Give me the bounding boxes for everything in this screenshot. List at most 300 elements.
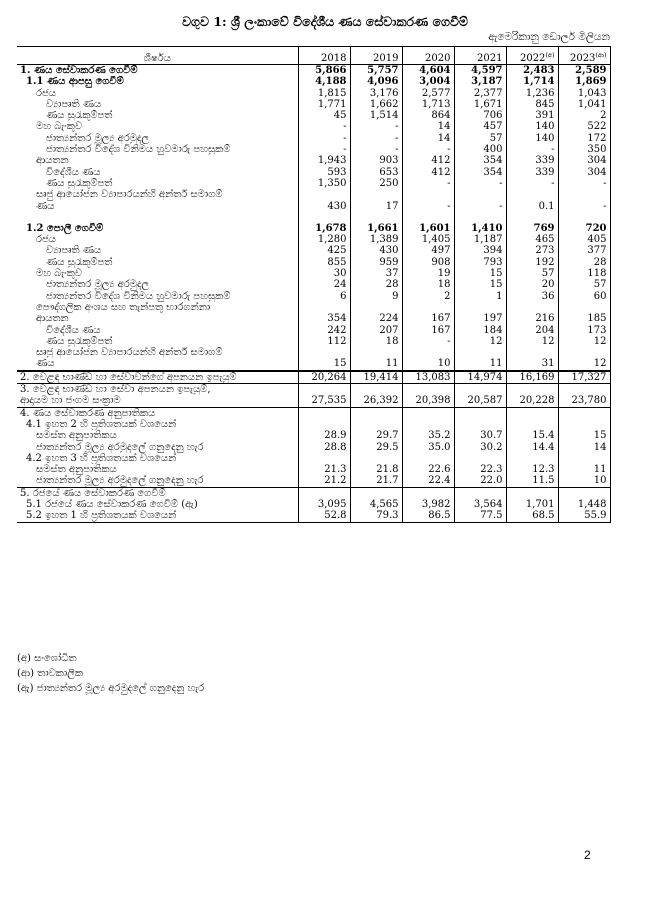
row-value: 5,757	[350, 65, 402, 77]
row-value: 11	[454, 358, 506, 370]
row-value: 29.5	[350, 442, 402, 453]
row-value: 30.2	[454, 442, 506, 453]
row-value: -	[298, 144, 350, 155]
row-value: 18	[402, 279, 454, 290]
row-value: 29.7	[350, 430, 402, 441]
row-value: 10	[558, 475, 610, 487]
row-value: 1,671	[454, 99, 506, 110]
row-value: 1,280	[298, 234, 350, 245]
row-label: 3. වෙළඳ භාණ්ඩ හා සේවා අපනයන ඉපැයුම්,	[17, 384, 298, 396]
row-value: 855	[298, 257, 350, 268]
row-value	[558, 419, 610, 430]
row-value: 18	[350, 336, 402, 347]
row-value: 864	[402, 110, 454, 121]
row-value: 1,869	[558, 76, 610, 87]
row-value	[402, 189, 454, 200]
row-value: -	[402, 144, 454, 155]
row-value: 903	[350, 155, 402, 166]
row-value	[454, 487, 506, 499]
table-row	[17, 347, 610, 358]
table-row	[17, 257, 610, 268]
row-value: 2,377	[454, 88, 506, 99]
row-label: සමස්ත අනුපාතිකය	[36, 430, 117, 442]
row-value: 908	[402, 257, 454, 268]
table-row	[17, 407, 610, 419]
row-value: 1,350	[298, 178, 350, 189]
row-value: 350	[558, 144, 610, 155]
row-value: 12	[558, 336, 610, 347]
row-value	[350, 302, 402, 313]
row-value: 720	[558, 223, 610, 234]
row-value: 28.8	[298, 442, 350, 453]
row-value: -	[298, 121, 350, 132]
row-label: 1.2 පොලී ගෙවීම්	[26, 222, 104, 234]
row-value	[454, 189, 506, 200]
row-value: 354	[454, 155, 506, 166]
table-row	[17, 76, 610, 87]
table-row	[17, 336, 610, 347]
row-value: 30.7	[454, 430, 506, 441]
table-row	[17, 430, 610, 441]
row-value: 57	[454, 133, 506, 144]
row-value: 20,587	[454, 395, 506, 407]
row-label: 5.1 රජයේ ණය සේවාකරණ ගෙවීම් (ඇ)	[26, 498, 198, 510]
row-value: 1,601	[402, 223, 454, 234]
row-value	[298, 419, 350, 430]
row-value	[350, 453, 402, 464]
table-row	[17, 358, 610, 370]
table-row	[17, 144, 610, 155]
row-value: 412	[402, 167, 454, 178]
row-label: 4. ණය සේවාකරණ අනුපාතිකය	[17, 407, 298, 419]
row-value: 11	[558, 464, 610, 475]
row-value: 1,410	[454, 223, 506, 234]
row-value: 1,943	[298, 155, 350, 166]
row-value: 12.3	[506, 464, 558, 475]
table-row	[17, 464, 610, 475]
row-value: 17	[350, 201, 402, 212]
row-value: 3,176	[350, 88, 402, 99]
row-value	[402, 384, 454, 396]
row-value: 2,483	[506, 65, 558, 77]
row-value	[350, 487, 402, 499]
row-value: 6	[298, 291, 350, 302]
debt-service-table	[17, 46, 611, 523]
table-row	[17, 453, 610, 464]
header-year: $2023^{(ආ)}$	[558, 47, 610, 65]
table-row	[17, 268, 610, 279]
row-value: -	[298, 133, 350, 144]
table-row	[17, 384, 610, 396]
row-value: -	[454, 178, 506, 189]
row-value	[558, 189, 610, 200]
table-row	[17, 487, 610, 499]
row-label: ජාත්‍යන්තර මූල්‍ය අරමුදල	[46, 279, 150, 291]
row-value: 1,236	[506, 88, 558, 99]
row-value: -	[350, 144, 402, 155]
row-value: 167	[402, 313, 454, 324]
row-label: ණය සුරැකුම්පත්	[46, 256, 113, 268]
row-label: විදේශීය ණය	[46, 166, 101, 178]
row-value: 706	[454, 110, 506, 121]
row-value: -	[402, 336, 454, 347]
row-value: 1,514	[350, 110, 402, 121]
row-value: 22.4	[402, 475, 454, 487]
row-value: 36	[506, 291, 558, 302]
row-value: 1,771	[298, 99, 350, 110]
header-year: 2021	[454, 47, 506, 65]
row-value: -	[402, 201, 454, 212]
table-title: වගුව 1: ශ්‍රී ලංකාවේ විදේශීය ණය සේවාකරණ ගෙවීම්	[182, 14, 468, 29]
row-value: 405	[558, 234, 610, 245]
row-value	[402, 302, 454, 313]
header-year: 2020	[402, 47, 454, 65]
row-value	[558, 384, 610, 396]
row-value: 653	[350, 167, 402, 178]
row-value	[506, 453, 558, 464]
row-label: 2. වෙළඳ භාණ්ඩ හා සේවාවන්ගේ අපනයන ඉපැයුම්	[17, 371, 298, 384]
row-value: 15	[558, 430, 610, 441]
row-label: ණය	[36, 200, 55, 212]
row-value: 430	[298, 201, 350, 212]
row-value: 52.8	[298, 510, 350, 522]
row-value: 250	[350, 178, 402, 189]
row-label: 1. ණය සේවාකරණ ගෙවීම්	[20, 65, 138, 76]
row-value: 77.5	[454, 510, 506, 522]
row-label: ආදායම හා ජංගම සංක්‍රාම	[20, 395, 121, 407]
row-label: ණය	[36, 358, 55, 370]
row-value: 1,448	[558, 499, 610, 510]
row-value: 21.7	[350, 475, 402, 487]
table-row	[17, 313, 610, 324]
row-label: ආයතන	[36, 155, 69, 167]
row-value: 1,701	[506, 499, 558, 510]
row-value	[454, 347, 506, 358]
row-value: 57	[558, 279, 610, 290]
row-value: 2	[402, 291, 454, 302]
row-value: -	[350, 121, 402, 132]
row-value: 22.0	[454, 475, 506, 487]
row-value: 394	[454, 245, 506, 256]
row-label: සෘජු ආයෝජන ව්‍යාපාරයන්හි අන්තර් සමාගම්	[36, 189, 223, 201]
row-value	[298, 384, 350, 396]
row-value	[402, 407, 454, 419]
row-value: 769	[506, 223, 558, 234]
row-value	[454, 419, 506, 430]
spacer-row	[17, 212, 610, 223]
row-value: 12	[454, 336, 506, 347]
row-value: 497	[402, 245, 454, 256]
row-value: 1,389	[350, 234, 402, 245]
row-value: 37	[350, 268, 402, 279]
row-label: සෘජු ආයෝජන ව්‍යාපාරයන්හි අන්තර් සමාගම්	[36, 347, 223, 359]
header-year: 2018	[298, 47, 350, 65]
row-value: 1,662	[350, 99, 402, 110]
row-value	[506, 407, 558, 419]
row-value: 242	[298, 325, 350, 336]
row-value: 15.4	[506, 430, 558, 441]
table-row	[17, 223, 610, 234]
row-value: 22.6	[402, 464, 454, 475]
row-value: 3,187	[454, 76, 506, 87]
row-value: 3,564	[454, 499, 506, 510]
table-row	[17, 110, 610, 121]
row-value: 28.9	[298, 430, 350, 441]
row-value: 1,043	[558, 88, 610, 99]
row-value	[454, 212, 506, 223]
footnote: (අ) සංශෝධිත	[17, 653, 77, 664]
row-value: 12	[506, 336, 558, 347]
row-value	[454, 384, 506, 396]
table-row	[17, 201, 610, 212]
row-label	[17, 212, 298, 223]
row-value: 197	[454, 313, 506, 324]
row-label: රජය	[36, 234, 56, 246]
row-value: 118	[558, 268, 610, 279]
row-value: 28	[350, 279, 402, 290]
row-value: 465	[506, 234, 558, 245]
row-value: 19	[402, 268, 454, 279]
row-label: 5. රජයේ ණය සේවාකරණ ගෙවීම්	[17, 487, 298, 499]
row-value: 11.5	[506, 475, 558, 487]
row-value	[350, 419, 402, 430]
row-label: ජාත්‍යන්තර විදේශ විනිමය හුවමාරු පහසුකම්	[46, 290, 231, 302]
row-value: -	[558, 178, 610, 189]
row-value: 845	[506, 99, 558, 110]
row-value	[454, 407, 506, 419]
row-value: 1,041	[558, 99, 610, 110]
row-value: 140	[506, 133, 558, 144]
table-row	[17, 302, 610, 313]
row-value	[506, 302, 558, 313]
row-value	[298, 212, 350, 223]
row-value: -	[506, 144, 558, 155]
row-value: -	[454, 201, 506, 212]
table-row	[17, 442, 610, 453]
row-value	[506, 384, 558, 396]
row-label: ජාත්‍යන්තර මූල්‍ය අරමුදලේ ගනුදෙනු හැර	[36, 475, 204, 487]
table-body	[17, 65, 610, 523]
table-row	[17, 167, 610, 178]
row-value: 273	[506, 245, 558, 256]
footnote: (ඇ) ජාත්‍යන්තර මූල්‍ය අරමුදලේ ගනුදෙනු හැර	[17, 683, 205, 694]
row-value: 15	[454, 268, 506, 279]
row-value: 21.8	[350, 464, 402, 475]
row-value: 457	[454, 121, 506, 132]
row-value: 430	[350, 245, 402, 256]
row-value: 793	[454, 257, 506, 268]
row-value: 13,083	[402, 371, 454, 384]
row-label: ණය සුරැකුම්පත්	[46, 110, 113, 122]
table-row	[17, 234, 610, 245]
row-label: ආයතන	[36, 313, 69, 325]
row-value: 173	[558, 325, 610, 336]
table-row	[17, 99, 610, 110]
row-value: 31	[506, 358, 558, 370]
table-row	[17, 245, 610, 256]
row-value: 522	[558, 121, 610, 132]
row-value: 17,327	[558, 371, 610, 384]
row-value: 2	[558, 110, 610, 121]
row-value: 412	[402, 155, 454, 166]
row-value: 1,815	[298, 88, 350, 99]
row-value: 19,414	[350, 371, 402, 384]
row-value: 20,228	[506, 395, 558, 407]
header-label: ශීර්ෂය	[17, 47, 298, 65]
row-value: 15	[298, 358, 350, 370]
row-label: මහ බැංකුව	[36, 121, 83, 133]
row-value: 35.2	[402, 430, 454, 441]
row-value	[558, 347, 610, 358]
row-value: 1,405	[402, 234, 454, 245]
row-value: -	[350, 133, 402, 144]
row-label: රජය	[36, 87, 56, 99]
row-value	[506, 487, 558, 499]
row-value: 4,565	[350, 499, 402, 510]
table-row	[17, 279, 610, 290]
row-value: 11	[350, 358, 402, 370]
row-value	[454, 302, 506, 313]
table-row	[17, 419, 610, 430]
table-row	[17, 189, 610, 200]
row-value: 2,589	[558, 65, 610, 77]
row-value: 55.9	[558, 510, 610, 522]
row-value: 45	[298, 110, 350, 121]
row-label: 4.2 ඉහත 3 හි ප්‍රතිශතයක් වශයෙන්	[26, 452, 177, 464]
row-value: 1	[454, 291, 506, 302]
table-row	[17, 475, 610, 487]
row-value: 304	[558, 155, 610, 166]
row-value: 425	[298, 245, 350, 256]
row-value: 10	[402, 358, 454, 370]
row-value	[558, 453, 610, 464]
row-value: 1,678	[298, 223, 350, 234]
row-value: 23,780	[558, 395, 610, 407]
row-value: 3,004	[402, 76, 454, 87]
table-row	[17, 371, 610, 384]
row-value: 959	[350, 257, 402, 268]
row-label: ව්‍යාපෘති ණය	[46, 98, 102, 110]
table-row	[17, 155, 610, 166]
row-value	[298, 302, 350, 313]
row-value	[402, 347, 454, 358]
row-value	[506, 189, 558, 200]
row-value: 354	[454, 167, 506, 178]
row-value: 12	[558, 358, 610, 370]
row-value: 30	[298, 268, 350, 279]
row-label: ජාත්‍යන්තර මූල්‍ය අරමුදල	[46, 132, 150, 144]
row-value	[506, 212, 558, 223]
row-value: 16,169	[506, 371, 558, 384]
row-value: 79.3	[350, 510, 402, 522]
row-value	[558, 302, 610, 313]
row-value: 68.5	[506, 510, 558, 522]
row-value: 304	[558, 167, 610, 178]
row-value: 9	[350, 291, 402, 302]
row-value: 4,604	[402, 65, 454, 77]
table-row	[17, 88, 610, 99]
row-value	[558, 212, 610, 223]
row-label: 1.1 ණය ආපසු ගෙවීම්	[26, 76, 124, 88]
row-value: 4,188	[298, 76, 350, 87]
row-value: 192	[506, 257, 558, 268]
row-value: 21.2	[298, 475, 350, 487]
table-row	[17, 121, 610, 132]
row-value: 5,866	[298, 65, 350, 77]
header-row	[17, 47, 610, 65]
row-value: 391	[506, 110, 558, 121]
row-value	[402, 419, 454, 430]
row-value	[506, 419, 558, 430]
table-row	[17, 499, 610, 510]
row-value: 21.3	[298, 464, 350, 475]
row-value	[506, 347, 558, 358]
row-value: 224	[350, 313, 402, 324]
row-value: -	[558, 201, 610, 212]
row-value	[558, 407, 610, 419]
row-value: 1,187	[454, 234, 506, 245]
row-value: 204	[506, 325, 558, 336]
row-value	[402, 487, 454, 499]
row-value: 1,661	[350, 223, 402, 234]
row-value: 207	[350, 325, 402, 336]
row-value: 185	[558, 313, 610, 324]
row-value: 377	[558, 245, 610, 256]
table-row	[17, 133, 610, 144]
row-value: 14	[402, 121, 454, 132]
table-row	[17, 291, 610, 302]
row-value: 35.0	[402, 442, 454, 453]
row-value: 0.1	[506, 201, 558, 212]
row-value: 26,392	[350, 395, 402, 407]
row-label: ජාත්‍යන්තර මූල්‍ය අරමුදලේ ගනුදෙනු හැර	[36, 441, 204, 453]
table-row	[17, 395, 610, 407]
row-value	[350, 407, 402, 419]
row-value: 140	[506, 121, 558, 132]
row-value: 28	[558, 257, 610, 268]
row-value: 20	[506, 279, 558, 290]
row-value	[402, 453, 454, 464]
row-value: 593	[298, 167, 350, 178]
row-value	[454, 453, 506, 464]
unit-label: ඇමෙරිකානු ඩොලර් මිලියන	[488, 31, 610, 43]
row-value: 4,597	[454, 65, 506, 77]
row-value	[558, 487, 610, 499]
header-year: 2019	[350, 47, 402, 65]
row-value: 112	[298, 336, 350, 347]
row-value: 14,974	[454, 371, 506, 384]
row-value: 86.5	[402, 510, 454, 522]
row-value: 20,264	[298, 371, 350, 384]
table-row	[17, 325, 610, 336]
table-row	[17, 178, 610, 189]
row-value: 24	[298, 279, 350, 290]
row-value: 216	[506, 313, 558, 324]
row-value: 4,096	[350, 76, 402, 87]
row-value: 339	[506, 167, 558, 178]
row-value: 60	[558, 291, 610, 302]
row-label: සමස්ත අනුපාතිකය	[36, 464, 117, 476]
row-value: 27,535	[298, 395, 350, 407]
row-label: ණය සුරැකුම්පත්	[46, 335, 113, 347]
row-label: 5.2 ඉහත 1 හි ප්‍රතිශතයක් වශයෙන්	[17, 510, 298, 522]
row-value: 14	[558, 442, 610, 453]
row-value: 15	[454, 279, 506, 290]
row-value: 167	[402, 325, 454, 336]
row-value: -	[506, 178, 558, 189]
row-value: 3,982	[402, 499, 454, 510]
row-value: 172	[558, 133, 610, 144]
